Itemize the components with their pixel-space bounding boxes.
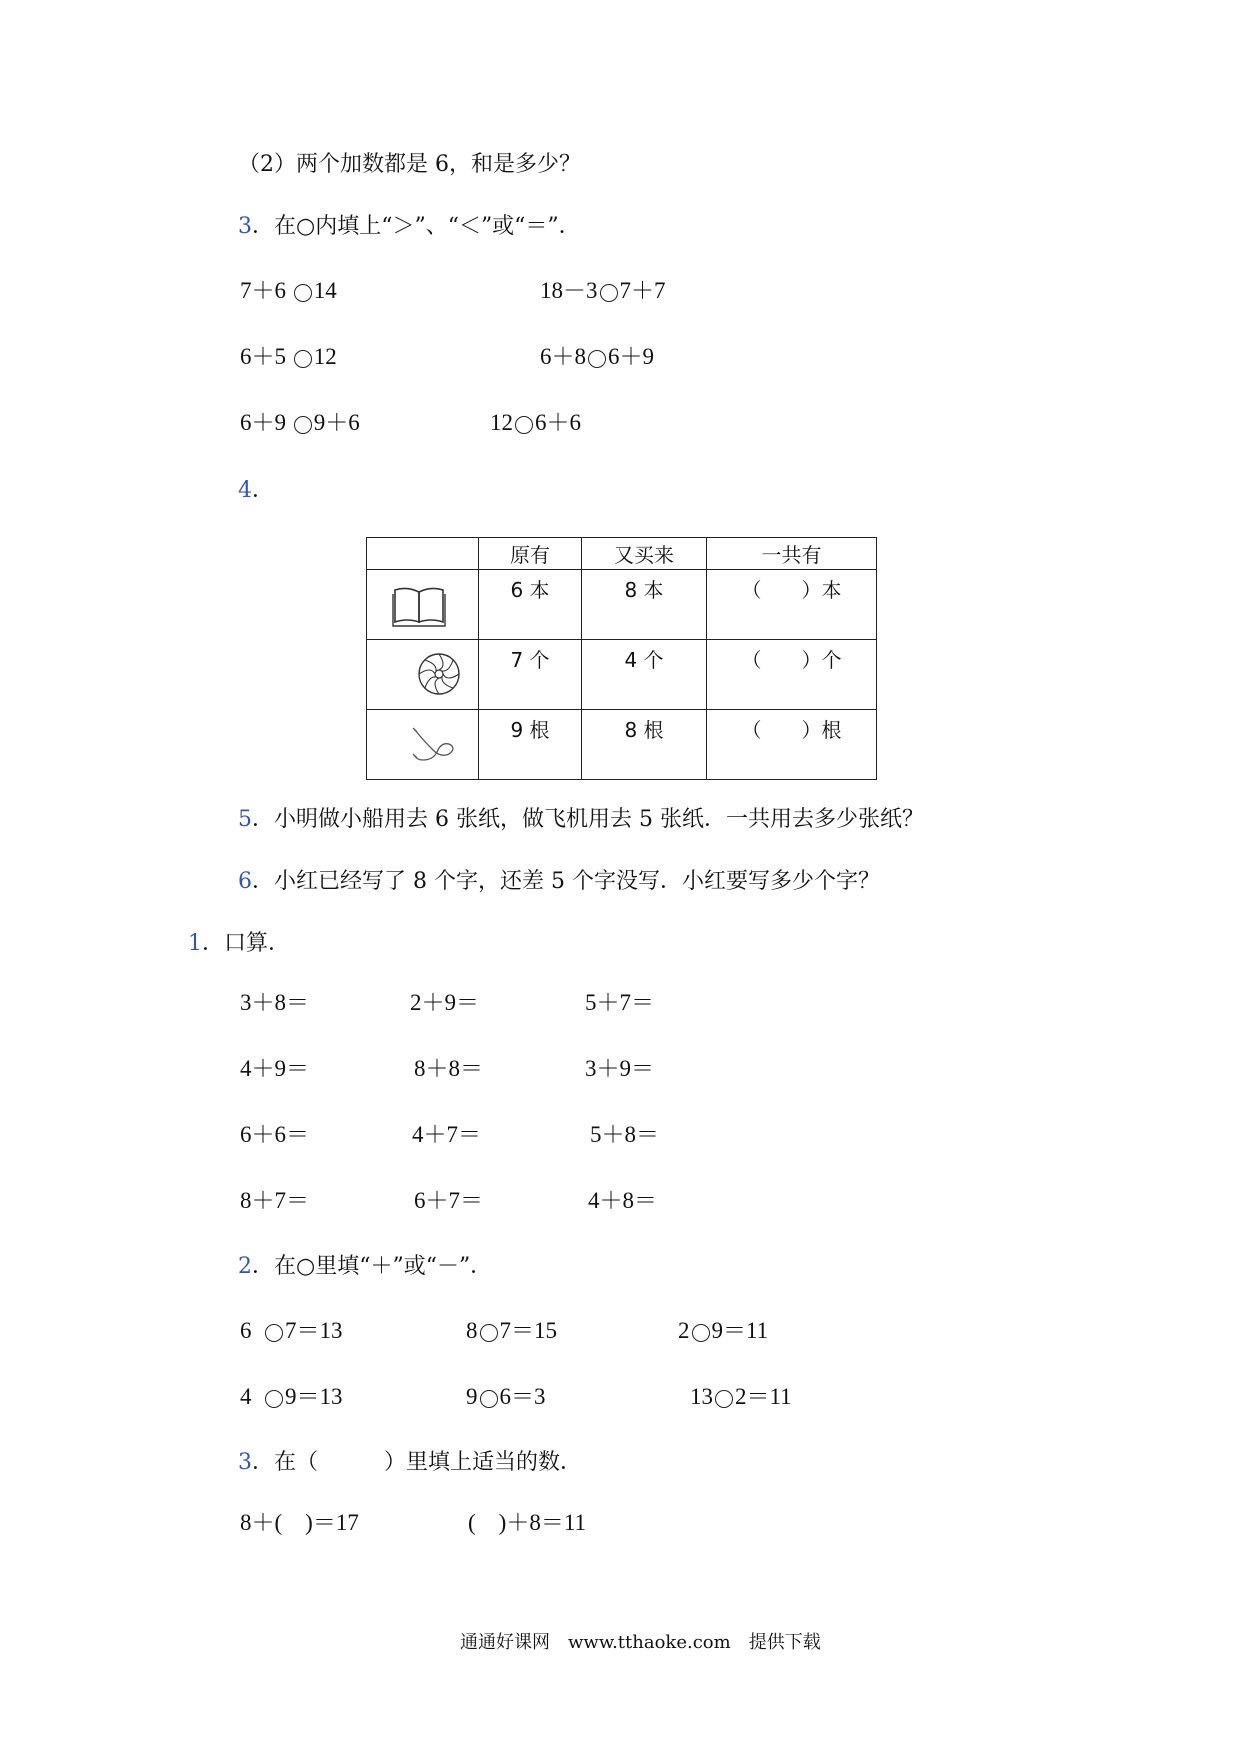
question-text: ．口算． (202, 931, 291, 956)
question-number: 2 (238, 1254, 252, 1279)
question-4-heading (238, 476, 274, 506)
header-cell: 又买来 (582, 538, 707, 570)
circle-blank[interactable] (480, 1324, 498, 1342)
question-text: ．在○里填“＋”或“－”． (252, 1254, 493, 1279)
circle-blank[interactable] (294, 284, 312, 302)
book-icon (367, 570, 479, 640)
operator-item: 6 7＝13 (240, 1318, 343, 1343)
compare-item: 12 6＋6 (490, 410, 581, 435)
operator-item: 8 7＝15 (466, 1318, 557, 1343)
compare-item: 6＋8 6＋9 (540, 344, 654, 369)
compare-item: 7＋6 14 (240, 278, 337, 303)
table-cell: 4 个 (582, 640, 707, 710)
circle-blank[interactable] (480, 1390, 498, 1408)
arith-item: 4＋7＝ (412, 1122, 481, 1147)
table-row (367, 570, 877, 640)
circle-blank[interactable] (265, 1324, 283, 1342)
operator-item: 13 2＝11 (690, 1384, 792, 1409)
compare-item: 6＋9 9＋6 (240, 410, 360, 435)
operator-item: 2 9＝11 (678, 1318, 769, 1343)
header-cell (367, 538, 479, 570)
part-3-heading (238, 1448, 582, 1478)
part-2-heading (238, 1252, 492, 1282)
question-text: ．小红已经写了 8 个字，还差 5 个字没写．小红要写多少个字？ (252, 869, 880, 894)
table-row (367, 640, 877, 710)
part-1-heading (188, 929, 290, 959)
fill-blank-item[interactable]: 8＋( )＝17 (240, 1510, 359, 1535)
table-cell: 8 本 (582, 570, 707, 640)
question-number: 5 (238, 807, 252, 832)
question-number: 1 (188, 931, 202, 956)
table-cell: 8 根 (582, 710, 707, 780)
question-text: ．小明做小船用去 6 张纸，做飞机用去 5 张纸．一共用去多少张纸？ (252, 807, 924, 832)
arith-item: 6＋6＝ (240, 1122, 309, 1147)
circle-blank[interactable] (265, 1390, 283, 1408)
ball-icon (367, 640, 479, 710)
arith-item: 8＋8＝ (414, 1056, 483, 1081)
question-6 (238, 867, 880, 897)
question-text: ． (252, 478, 275, 503)
operator-item: 4 9＝13 (240, 1384, 343, 1409)
circle-blank[interactable] (692, 1324, 710, 1342)
arith-item: 6＋7＝ (414, 1188, 483, 1213)
arith-item: 5＋8＝ (590, 1122, 659, 1147)
question-3-heading (238, 212, 581, 242)
question-number: 4 (238, 478, 252, 503)
table-cell: 9 根 (479, 710, 582, 780)
sub-question-2: （2）两个加数都是 6，和是多少？ (238, 152, 581, 177)
question-5 (238, 805, 924, 835)
compare-item: 6＋5 12 (240, 344, 337, 369)
arith-item: 4＋8＝ (588, 1188, 657, 1213)
circle-blank[interactable] (515, 416, 533, 434)
question-number: 3 (238, 214, 252, 239)
table-cell: 7 个 (479, 640, 582, 710)
circle-blank[interactable] (294, 416, 312, 434)
answer-cell[interactable]: （ ）根 (707, 710, 877, 780)
question-text: ．在（ ）里填上适当的数． (252, 1450, 583, 1475)
header-cell: 一共有 (707, 538, 877, 570)
arith-item: 8＋7＝ (240, 1188, 309, 1213)
compare-item: 18－3 7＋7 (540, 278, 666, 303)
arith-item: 3＋9＝ (585, 1056, 654, 1081)
circle-blank[interactable] (715, 1390, 733, 1408)
arith-item: 5＋7＝ (585, 990, 654, 1015)
arith-item: 4＋9＝ (240, 1056, 309, 1081)
question-number: 3 (238, 1450, 252, 1475)
header-cell: 原有 (479, 538, 582, 570)
circle-blank[interactable] (600, 284, 618, 302)
table-row (367, 710, 877, 780)
rope-icon (367, 710, 479, 780)
purchase-table (366, 537, 877, 780)
operator-item: 9 6＝3 (466, 1384, 546, 1409)
circle-blank[interactable] (294, 350, 312, 368)
footer-text: 通通好课网 www.tthaoke.com 提供下载 (460, 1632, 821, 1653)
question-number: 6 (238, 869, 252, 894)
answer-cell[interactable]: （ ）本 (707, 570, 877, 640)
table-cell: 6 本 (479, 570, 582, 640)
arith-item: 3＋8＝ (240, 990, 309, 1015)
circle-blank[interactable] (588, 350, 606, 368)
table-header-row (367, 538, 877, 570)
answer-cell[interactable]: （ ）个 (707, 640, 877, 710)
fill-blank-item[interactable]: ( )＋8＝11 (468, 1510, 586, 1535)
question-text: ．在○内填上“＞”、“＜”或“＝”． (252, 214, 581, 239)
arith-item: 2＋9＝ (410, 990, 479, 1015)
